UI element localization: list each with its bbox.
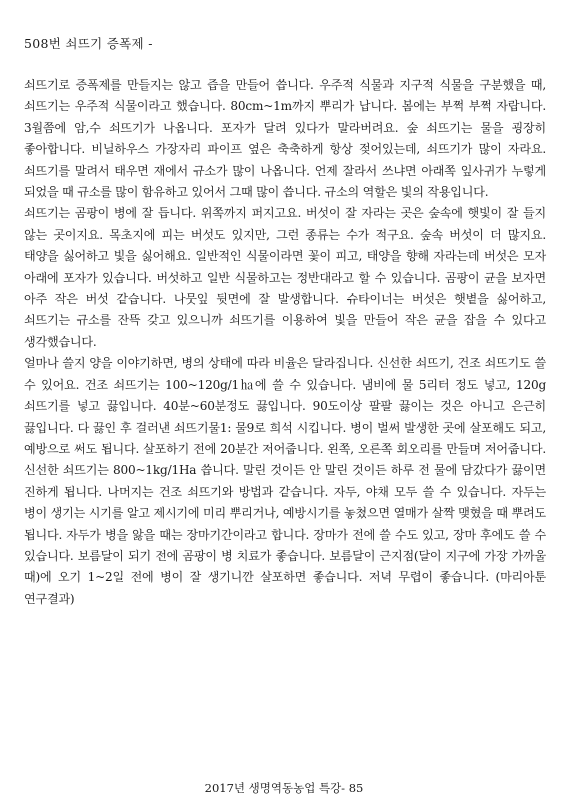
paragraph-3: 얼마나 쓸지 양을 이야기하면, 병의 상태에 따라 비율은 달라집니다. 신선한 쇠뜨기, 건조 쇠뜨기도 쓸 수 있어요. 건조 쇠뜨기는 100~120g/1㏊에 쓸 수 있습니다. 냄비에 물 5리터 정도 넣고, 120g 쇠뜨기를 넣고 끓입니다. 40분~60분정도 끓입니다. 90도이상 팔팔 끓이는 것은 아니고 은근히 끓입니다. 다 끓인 후 걸러낸 쇠뜨기물1: 물9로 희석 시킵니다. 병이 벌써 발생한 곳에 살포해도 되고, 예방으로 써도 됩니다. 살포하기 전에 20분간 저어줍니다. 왼쪽, 오른쪽 회오리를 만들며 저어줍니다. 신선한 쇠뜨기는 800~1kg/1Ha 씁니다. 말린 것이든 안 말린 것이든 하루 전 물에 담갔다가 끓이면 진하게 됩니다. 나머지는 건조 쇠뜨기와 방법과 같습니다. 자두, 야채 모두 쓸 수 있습니다. 자두는 병이 생기는 시기를 알고 제시기에 미리 뿌리거나, 예방시기를 놓쳤으면 열매가 살짝 맺혔을 때 뿌려도 됩니다. 자두가 병을 앓을 때는 장마기간이라고 합니다. 장마가 전에 쓸 수도 있고, 장마 후에도 쓸 수 있습니다. 보름달이 되기 전에 곰팡이 병 치료가 좋습니다. 보름달이 근지점(달이 지구에 가장 가까울 때)에 오기 1~2일 전에 병이 잘 생기니깐 살포하면 좋습니다. 저녁 무렵이 좋습니다. (마리아툰 연구결과) (24, 356, 546, 606)
page-title: 508번 쇠뜨기 증폭제 - (24, 36, 153, 51)
paragraph-1: 쇠뜨기로 증폭제를 만들지는 않고 즙을 만들어 씁니다. 우주적 식물과 지구적 식물을 구분했을 때, 쇠뜨기는 우주적 식물이라고 했습니다. 80cm~1m까지 뿌리가 납니다. 봄에는 부쩍 부쩍 자랍니다. 3월쯤에 암,수 쇠뜨기가 나옵니다. 포자가 달려 있다가 말라버려요. 숲 쇠뜨기는 물을 굉장히 좋아합니다. 비닐하우스 가장자리 파이프 옆은 축축하게 항상 젖어있는데, 쇠뜨기가 많이 자라요. 쇠뜨기를 말려서 태우면 재에서 규소가 많이 나옵니다. 언제 잘라서 쓰냐면 아래쪽 잎사귀가 누렇게 되었을 때 규소를 많이 함유하고 있어서 그때 많이 씁니다. 규소의 역할은 빛의 작용입니다. (24, 78, 546, 200)
body-text (24, 75, 546, 610)
page-footer: 2017년 생명역동농업 특강- 85 (204, 781, 364, 795)
paragraph-2: 쇠뜨기는 곰팡이 병에 잘 듭니다. 위쪽까지 퍼지고요. 버섯이 잘 자라는 곳은 숲속에 햇빛이 잘 들지 않는 곳이지요. 목초지에 피는 버섯도 있지만, 그런 종류는 수가 적구요. 숲속 버섯이 더 많지요. 태양을 싫어하고 빛을 싫어해요. 일반적인 식물이라면 꽃이 피고, 태양을 향해 자라는데 버섯은 모자 아래에 포자가 있습니다. 버섯하고 일반 식물하고는 정반대라고 할 수 있습니다. 곰팡이 균을 보자면 아주 작은 버섯 같습니다. 나뭇잎 뒷면에 잘 발생합니다. 슈타이너는 버섯은 햇볕을 싫어하고, 쇠뜨기는 규소를 잔뜩 갖고 있으니까 쇠뜨기를 이용하여 빛을 만들어 작은 균을 잡을 수 있다고 생각했습니다. (24, 206, 546, 349)
